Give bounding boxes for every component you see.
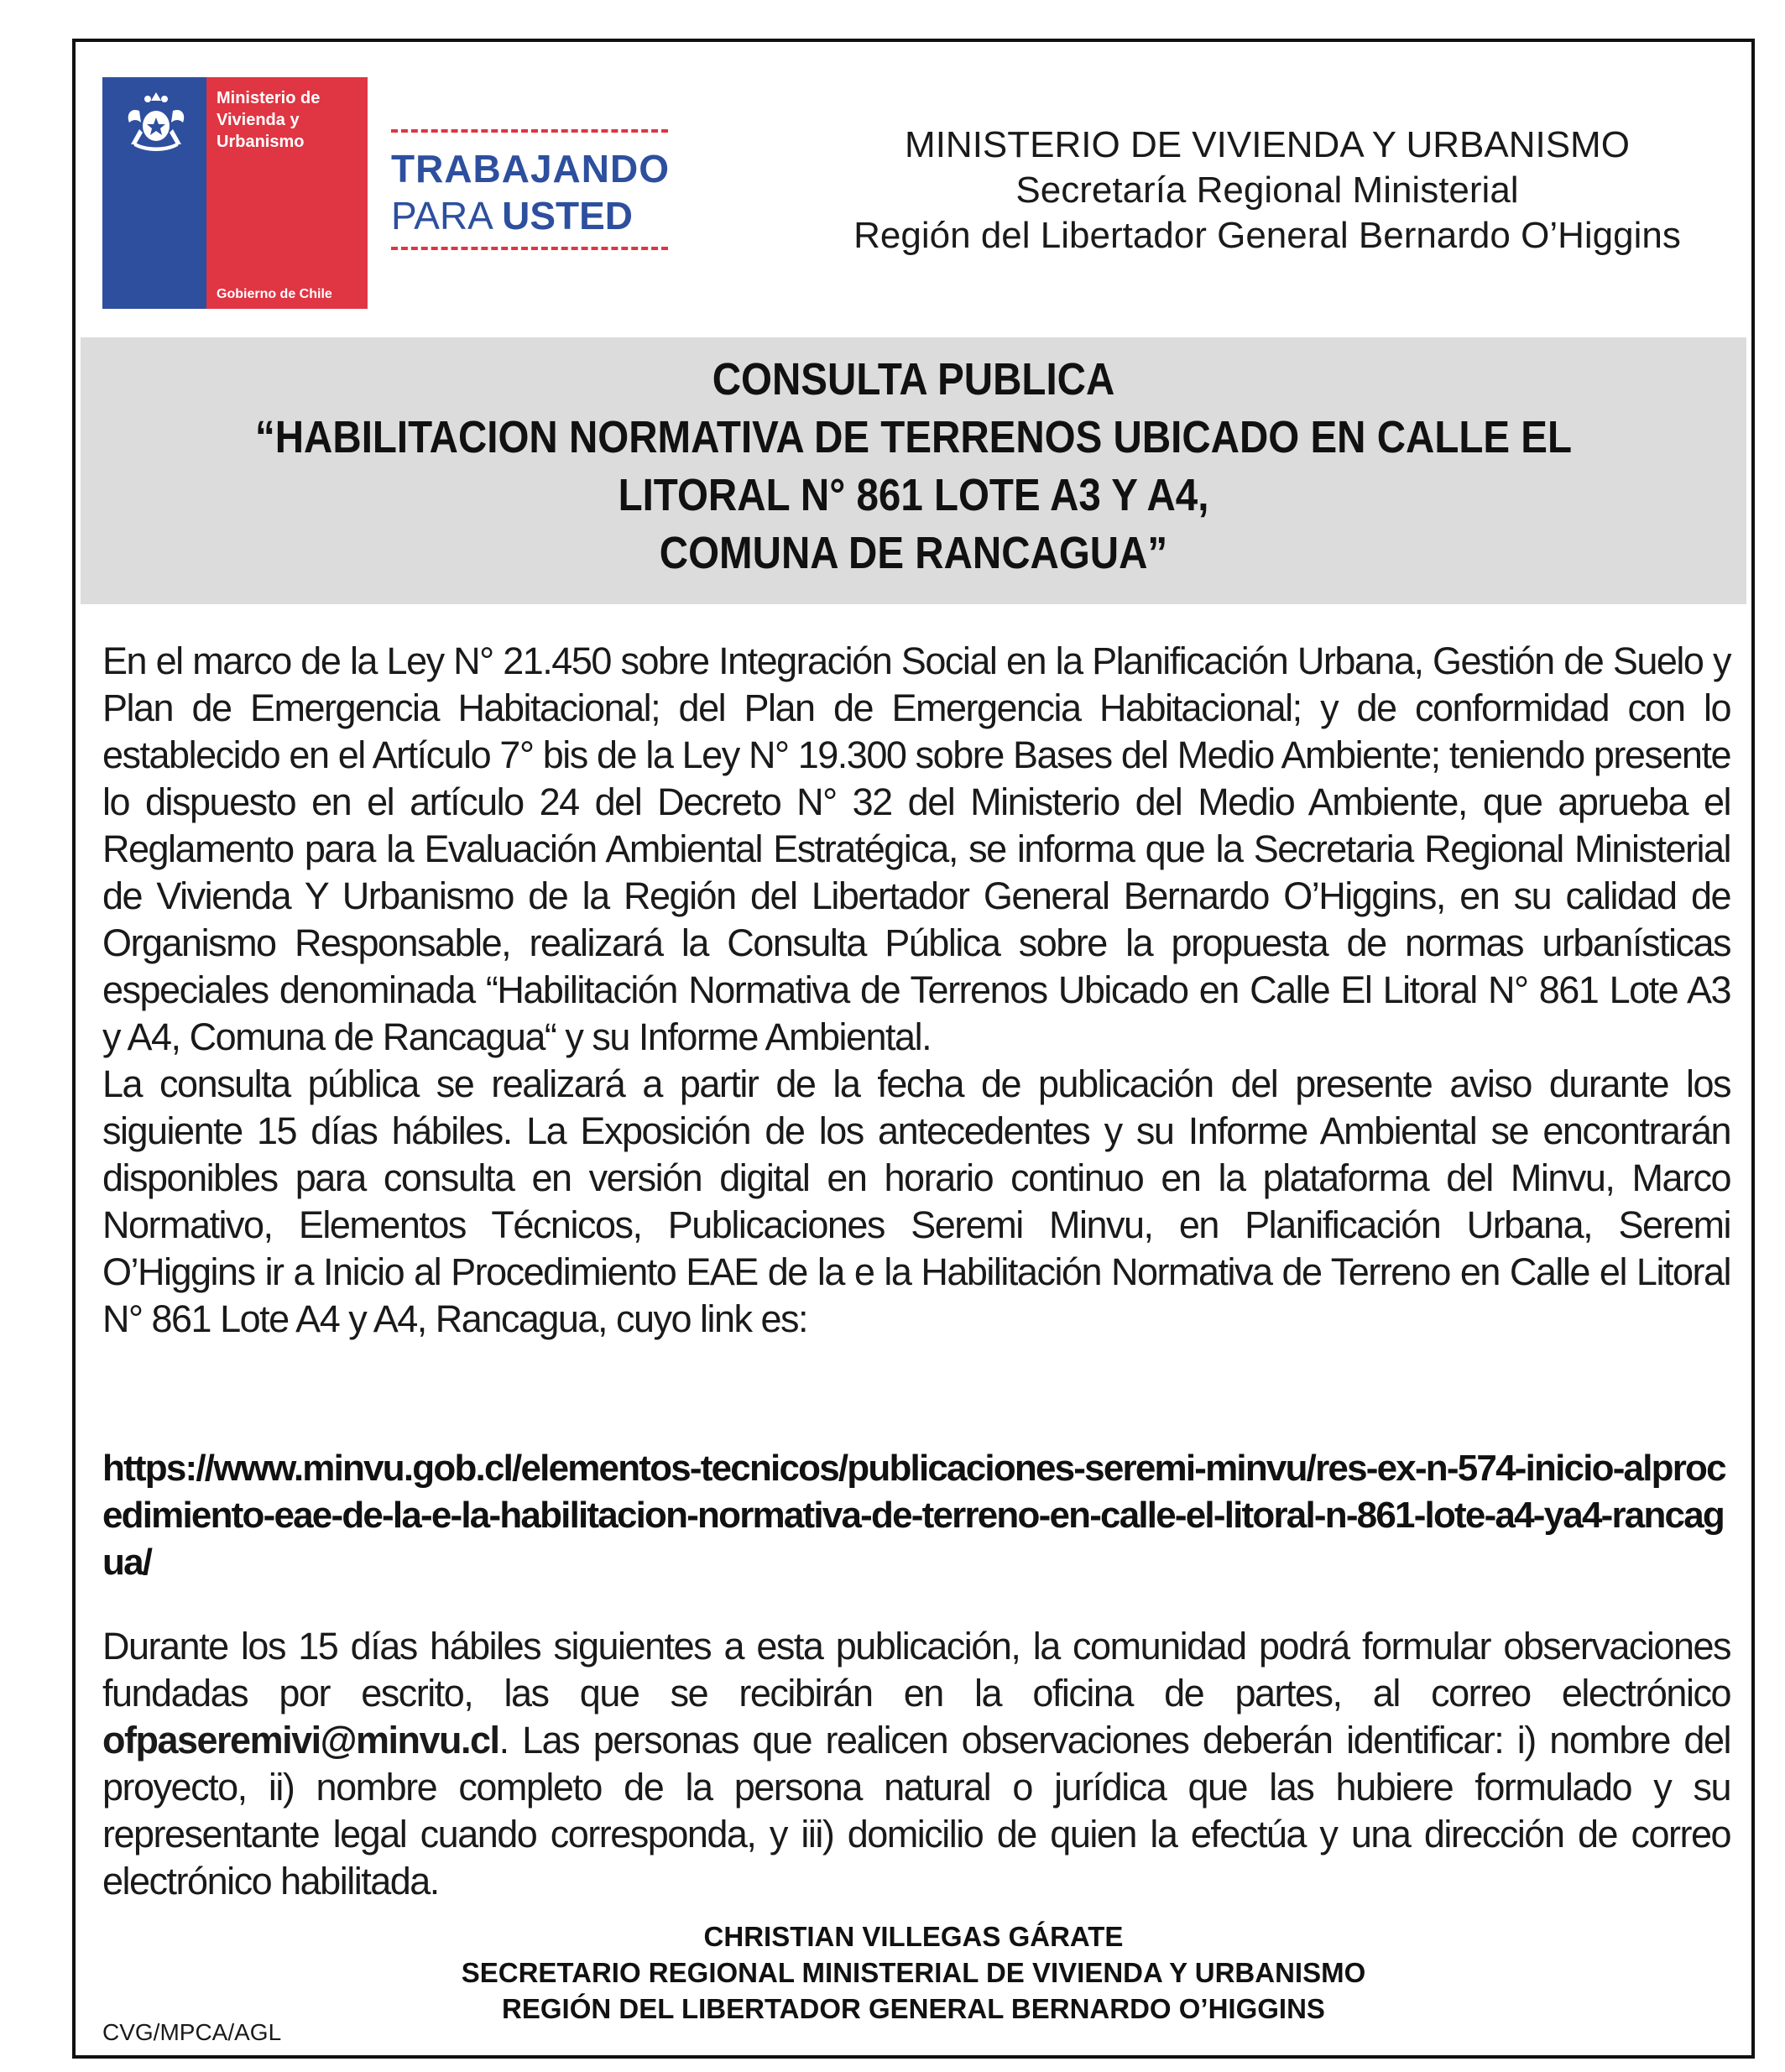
contact-email[interactable]: ofpaseremivi@minvu.cl [102,1719,499,1761]
reference-initials: CVG/MPCA/AGL [102,2019,282,2045]
ministry-header [814,123,1720,258]
logo-government-label: Gobierno de Chile [217,287,332,301]
logo-red-panel [206,77,368,309]
logo-ministry-name: Ministerio de Vivienda y Urbanismo [217,89,321,151]
observations-text-before: Durante los 15 días hábiles siguientes a esta publicación, la comunidad podrá formular observaciones fundadas por escrito, las que se recibirán en la oficina de partes, al correo electrónico [102,1625,1730,1714]
slogan-line2-bold: USTED [502,194,633,237]
consultation-link[interactable]: https://www.minvu.gob.cl/elementos-tecnicos/publicaciones-seremi-minvu/res-ex-n-574-inicio-alprocedimiento-eae-de-la-e-la-habilitacion-normativa-de-terreno-en-calle-el-litoral-n-861-lote-a4-ya4-rancagua/ [102,1448,1725,1583]
ministry-logo [102,77,368,309]
title-line4: COMUNA DE RANCAGUA” [659,528,1168,578]
paragraph-legal-framework: En el marco de la Ley N° 21.450 sobre Integración Social en la Planificación Urbana, Gestión de Suelo y Plan de Emergencia Habitacional; del Plan de Emergencia Habitacional; y de conformidad con lo establecido en el Artículo 7° bis de la Ley N° 19.300 sobre Bases del Medio Ambiente; teniendo presente lo dispuesto en el artículo 24 del Decreto N° 32 del Ministerio del Medio Ambiente, que aprueba el Reglamento para la Evaluación Ambiental Estratégica, se informa que la Secretaria Regional Ministerial de Vivienda Y Urbanismo de la Región del Libertador General Bernardo O’Higgins, en su calidad de Organismo Responsable, realizará la Consulta Pública sobre la propuesta de normas urbanísticas especiales denominada “Habilitación Normativa de Terrenos Ubicado en Calle El Litoral N° 861 Lote A3 y A4, Comuna de Rancagua“ y su Informe Ambiental. [102,639,1730,1058]
signature-block [76,1918,1751,2027]
header-secretariat: Secretaría Regional Ministerial [1015,170,1519,211]
body-intro [102,638,1730,1343]
header-region: Región del Libertador General Bernardo O’Higgins [853,215,1681,256]
page-title [180,351,1647,582]
logo-blue-panel [102,77,206,309]
observations-text-after: . Las personas que realicen observaciones deberán identificar: i) nombre del proyecto, ii) nombre completo de la persona natural o jurídica que las hubiere formulado y su representante legal cuando corresponda, y iii) domicilio de quien la efectúa y una dirección de correo electrónico habilitada. [102,1719,1730,1902]
slogan [391,129,676,255]
title-band [81,337,1746,604]
notice-frame [72,39,1755,2059]
slogan-line1: TRABAJANDO [391,147,670,190]
paragraph-consultation-period: La consulta pública se realizará a partir de la fecha de publicación del presente aviso durante los siguiente 15 días hábiles. La Exposición de los antecedentes y su Informe Ambiental se encontrarán disponibles para consulta en versión digital en horario continuo en la plataforma del Minvu, Marco Normativo, Elementos Técnicos, Publicaciones Seremi Minvu, en Planificación Urbana, Seremi O’Higgins ir a Inicio al Procedimiento EAE de la e la Habilitación Normativa de Terreno en Calle el Litoral N° 861 Lote A4 y A4, Rancagua, cuyo link es: [102,1062,1730,1340]
header-ministry: MINISTERIO DE VIVIENDA Y URBANISMO [905,124,1630,165]
slogan-dash-top [391,129,668,133]
slogan-dash-bottom [391,247,668,250]
signatory-name: CHRISTIAN VILLEGAS GÁRATE [703,1921,1124,1952]
paragraph-observations [102,1623,1730,1905]
slogan-line2-prefix: PARA [391,194,503,237]
signatory-position: SECRETARIO REGIONAL MINISTERIAL DE VIVIENDA Y URBANISMO [461,1957,1366,1988]
title-line1: CONSULTA PUBLICA [712,354,1115,404]
slogan-line2 [391,193,633,238]
coat-of-arms-icon [114,86,198,161]
signatory-region: REGIÓN DEL LIBERTADOR GENERAL BERNARDO O’HIGGINS [502,1993,1325,2024]
title-line3: LITORAL N° 861 LOTE A3 Y A4, [618,470,1209,520]
title-line2: “HABILITACION NORMATIVA DE TERRENOS UBICADO EN CALLE EL [254,412,1573,462]
